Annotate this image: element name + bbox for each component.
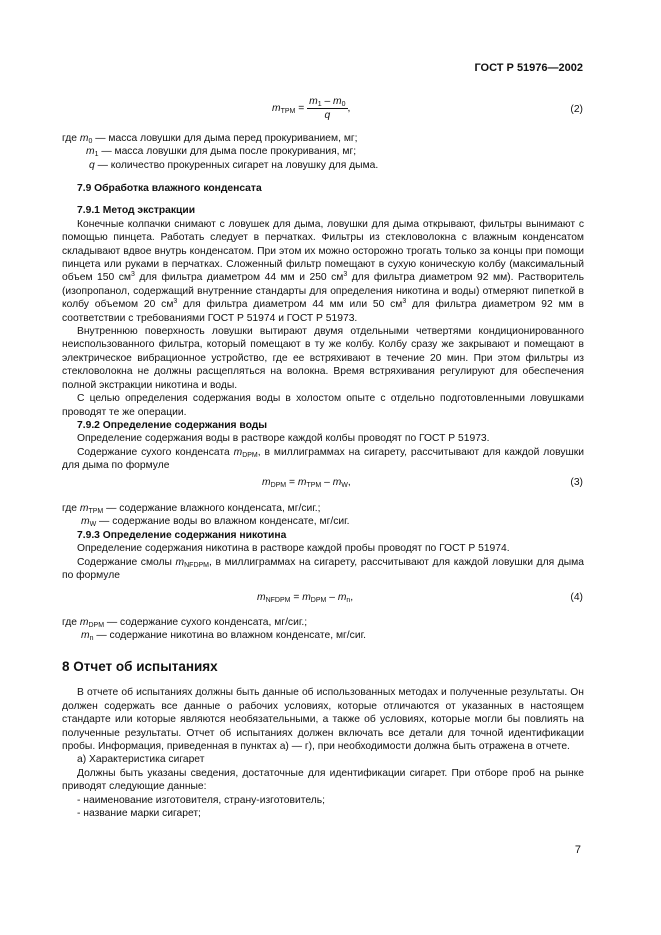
- equation-number: (3): [570, 477, 583, 488]
- section-heading: 8 Отчет об испытаниях: [62, 659, 218, 674]
- page-number: 7: [574, 844, 581, 856]
- paragraph: Определение содержания воды в растворе каждой колбы проводят по ГОСТ Р 51973.: [77, 433, 490, 445]
- paragraph: В отчете об испытаниях должны быть данные об использованных методах и полученные результаты. Он должен содержать все данные о рабочих условиях, которые отличаются от указанных в настоящем стандарте или которые являются необязательными, а также об условиях, которые могли бы повлиять на полученные результаты. Отчет об испытаниях должен включать все детали для точной идентификации пробы. Информация, приведенная в пунктах а) — г), при необходимости должна быть отражена в отчете.: [62, 687, 584, 753]
- subsection-heading: 7.9.1 Метод экстракции: [77, 205, 196, 217]
- subsection-heading: 7.9.3 Определение содержания никотина: [77, 530, 287, 541]
- where-block-3: где $m_{DPM}$ — содержание сухого конденсата, мг/сиг.; $m_n$ — содержание никотина во влажном конденсате, мг/сиг.: [62, 617, 366, 643]
- section-8: [62, 660, 584, 820]
- paragraph: С целью определения содержания воды в холостом опыте с отдельно подготовленными ловушками проводят те же операции.: [62, 393, 584, 418]
- paragraph: Содержание сухого конденсата $m_{DPM}$, в миллиграммах на сигарету, рассчитывают для каждой ловушки для дыма по формуле: [62, 446, 584, 472]
- paragraph: Конечные колпачки снимают с ловушек для дыма, ловушки для дыма открывают, фильтры вынимают с помощью пинцета. Работать следует в перчатках. Фильтры из стекловолокна с влажным конденсатом складывают вдвое внутрь конденсатом. При этом их можно осторожно трогать только за концы при помощи пинцета или руками в перчатках. Сложенный фильтр помещают в сухую коническую колбу (максимальный объем 150 $см^3$ для фильтра диаметром 44 мм и 250 $см^3$ для фильтра диаметром 92 мм). Растворитель (изопропанол, содержащий внутренние стандарты для определения никотина и воды) отмеряют пипеткой в колбу объемом 20 $см^3$ для фильтра диаметром 44 мм или 50 $см^3$ для фильтра диаметром 92 мм в соответствии с требованиями ГОСТ Р 51974 и ГОСТ Р 51973.: [62, 218, 584, 324]
- section-7-9-3: [62, 529, 584, 583]
- list-item: - название марки сигарет;: [77, 808, 201, 820]
- paragraph: Внутреннюю поверхность ловушки вытирают двумя отдельными четвертями кондиционированного неиспользованного фильтра, который помещают в ту же колбу. Колбу сразу же закрывают и помещают в электрическое вибрационное устройство, где ее встряхивают в течение 20 мин. При этом фильтры из стекловолокна не должны расщепляться на волокна. Время встряхивания регулируют для обеспечения полной экстракции никотина и воды.: [62, 326, 584, 391]
- list-heading: а) Характеристика сигарет: [77, 754, 205, 766]
- section-7-9: [62, 182, 584, 473]
- list-item: - наименование изготовителя, страну-изготовитель;: [77, 794, 325, 806]
- equation-4: $m_{NFDPM} = m_{DPM} - m_n$,: [257, 592, 354, 604]
- section-heading: 7.9 Обработка влажного конденсата: [77, 183, 262, 194]
- where-block-2: где $m_{TPM}$ — содержание влажного конденсата, мг/сиг.; $m_W$ — содержание воды во влажном конденсате, мг/сиг.: [62, 503, 350, 529]
- equation-number: (4): [570, 592, 583, 603]
- equation-3: $m_{DPM} = m_{TPM} - m_W$,: [262, 477, 351, 489]
- equation-number: (2): [570, 104, 583, 115]
- subsection-heading: 7.9.2 Определение содержания воды: [77, 419, 268, 431]
- paragraph: Содержание смолы $m_{NFDPM}$, в миллиграммах на сигарету, рассчитывают для каждой ловушки для дыма по формуле: [62, 556, 584, 582]
- equation-2: $m_{TPM}$ = $\frac{m_1 - m_0}{q}$ ,: [272, 96, 351, 121]
- paragraph: Должны быть указаны сведения, достаточные для идентификации сигарет. При отборе проб на рынке приводят следующие данные:: [62, 767, 584, 793]
- fraction: $\frac{m_1 - m_0}{q}$: [309, 96, 346, 121]
- where-block-1: где $m_0$ — масса ловушки для дыма перед прокуриванием, мг; $m_1$ — масса ловушки для дыма после прокуривания, мг; q — количество прокуренных сигарет на ловушку для дыма.: [62, 133, 379, 171]
- standard-header: ГОСТ Р 51976—2002: [474, 62, 583, 74]
- paragraph: Определение содержания никотина в растворе каждой пробы проводят по ГОСТ Р 51974.: [77, 543, 510, 555]
